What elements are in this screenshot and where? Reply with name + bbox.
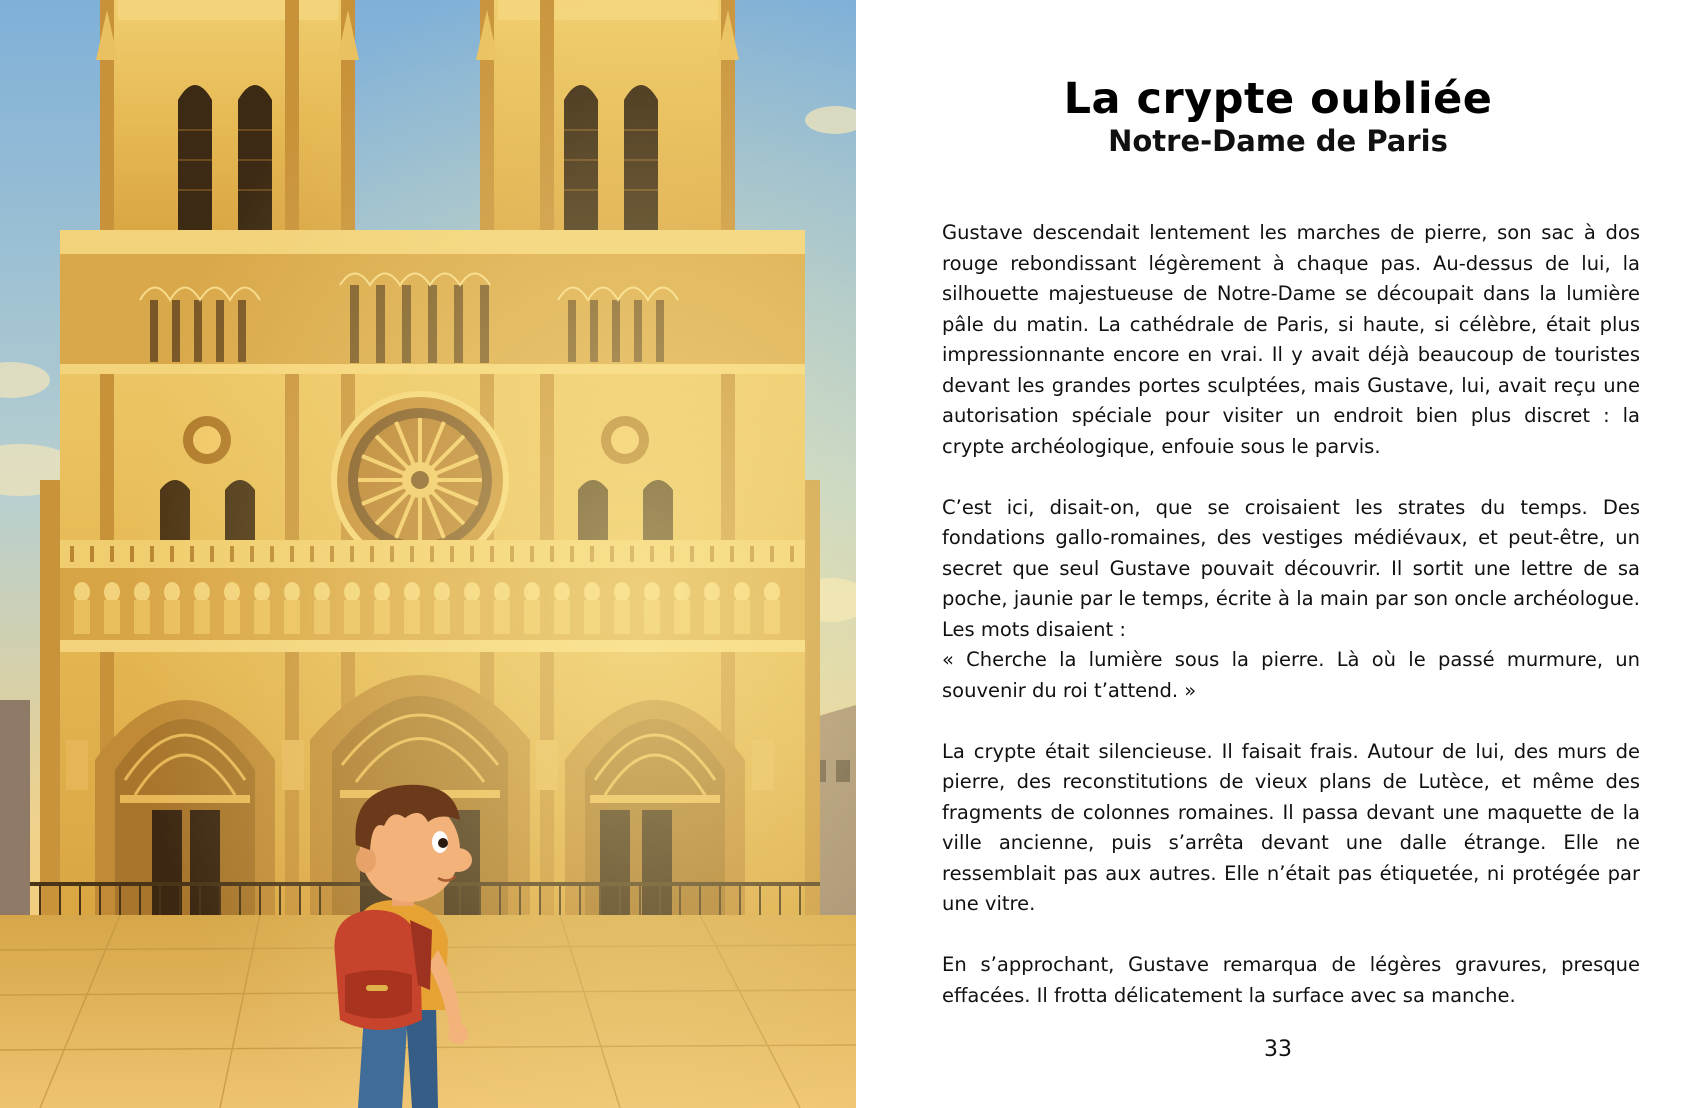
paragraph-text: C’est ici, disait-on, que se croisaient les strates du temps. Des fondations gallo-romaines, des vestiges médiévaux, et peut-être, un secret que seul Gustave pouvait découvrir. Il sortit une lettre de sa poche, jaunie par le temps, écrite à la main par son oncle archéologue. Les mots disaient : — [942, 495, 1640, 641]
chapter-title: La crypte oubliée — [1063, 74, 1493, 124]
paragraph-2 — [942, 493, 1640, 707]
paragraph-4 — [942, 950, 1640, 1011]
red-backpack — [334, 910, 432, 1030]
chapter-subtitle: Notre-Dame de Paris — [1108, 124, 1448, 158]
paragraph-text: La crypte était silencieuse. Il faisait frais. Autour de lui, des murs de pierre, des reconstitutions de vieux plans de Lutèce, et même des fragments de colonnes romaines. Il passa devant une maquette de la ville ancienne, puis s’arrêta devant une dalle étrange. Elle ne ressemblait pas aux autres. Elle n’était pas étiquetée, ni protégée par une vitre. — [942, 739, 1640, 915]
letter-quote: « Cherche la lumière sous la pierre. Là où le passé murmure, un souvenir du roi t’attend. » — [942, 648, 1640, 702]
paragraph-text: En s’approchant, Gustave remarqua de légères gravures, presque effacées. Il frotta délicatement la surface avec sa manche. — [942, 953, 1640, 1007]
text-page — [856, 0, 1700, 1108]
story-body — [942, 218, 1640, 1042]
paragraph-3 — [942, 737, 1640, 920]
paragraph-1 — [942, 218, 1640, 462]
page-number: 33 — [1264, 1037, 1292, 1062]
paragraph-text: Gustave descendait lentement les marches de pierre, son sac à dos rouge rebondissant légèrement à chaque pas. Au-dessus de lui, la silhouette majestueuse de Notre-Dame se découpait dans la lumière pâle du matin. La cathédrale de Paris, si haute, si célèbre, était plus impressionnante encore en vrai. Il y avait déjà beaucoup de touristes devant les grandes portes sculptées, mais Gustave, lui, avait reçu une autorisation spéciale pour visiter un endroit bien plus discret : la crypte archéologique, enfouie sous le parvis. — [942, 221, 1640, 458]
